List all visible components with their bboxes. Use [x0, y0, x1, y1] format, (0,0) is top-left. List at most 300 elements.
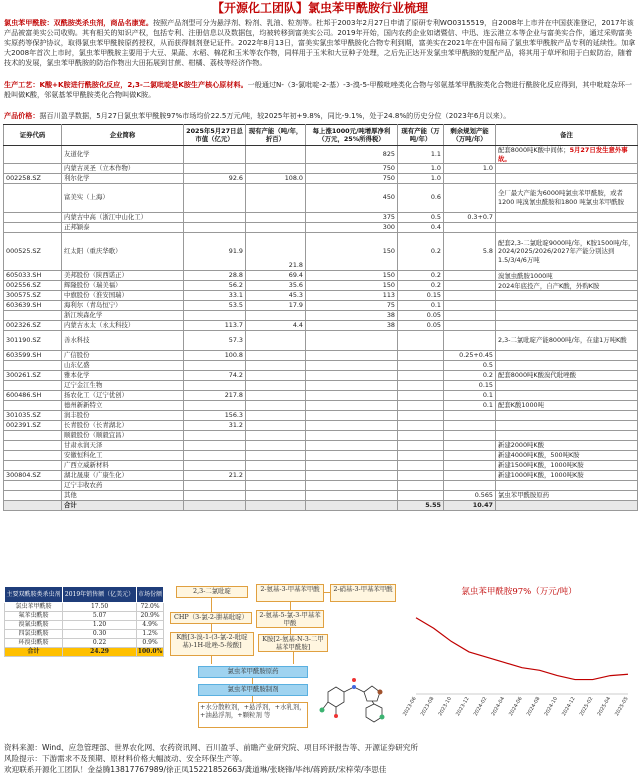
bromine-atom	[378, 690, 383, 695]
table-cell	[246, 331, 306, 350]
share-cell: 4.9%	[137, 621, 164, 630]
table-cell	[4, 440, 62, 450]
table-cell	[496, 390, 638, 400]
table-cell	[4, 146, 62, 164]
table-cell: 0.05	[398, 311, 444, 321]
table-cell: 美邦股份（陕西诺正）	[62, 271, 184, 281]
table-row	[4, 370, 638, 380]
table-cell	[246, 450, 306, 460]
share-row	[5, 630, 164, 639]
x-tick-label: 2024-10	[543, 696, 560, 718]
pyrazole-ring	[364, 686, 380, 701]
table-cell: 000525.SZ	[4, 232, 62, 270]
table-cell	[496, 410, 638, 420]
flow-node-amino-acid: 2-氨基-3-甲基苯甲酸	[256, 584, 324, 602]
column-header: 现有产能（万吨/年）	[398, 125, 444, 146]
table-cell	[444, 440, 496, 450]
table-cell: 113	[306, 291, 398, 301]
total-cell	[246, 500, 306, 510]
table-cell: 108.0	[246, 174, 306, 184]
table-cell	[398, 360, 444, 370]
column-header: 企业简称	[62, 125, 184, 146]
table-cell: 300261.SZ	[4, 370, 62, 380]
table-cell: 91.9	[184, 232, 246, 270]
note-text: 溴氰虫酰胺1000吨	[498, 271, 553, 280]
table-cell: 74.2	[184, 370, 246, 380]
share-cell: 20.9%	[137, 612, 164, 621]
price-paragraph	[4, 111, 636, 121]
table-cell: 38	[306, 311, 398, 321]
table-cell	[444, 271, 496, 281]
table-cell	[246, 370, 306, 380]
table-cell	[398, 470, 444, 480]
table-cell	[184, 164, 246, 174]
table-cell: 善水科技	[62, 331, 184, 350]
table-cell	[4, 460, 62, 470]
table-cell	[306, 370, 398, 380]
table-cell: 100.8	[184, 350, 246, 360]
table-cell: 300	[306, 222, 398, 232]
table-cell	[444, 222, 496, 232]
column-header: 备注	[496, 125, 638, 146]
table-cell: 21.8	[246, 232, 306, 270]
share-column-header: 市场份额	[137, 587, 164, 603]
share-total-cell: 24.29	[63, 648, 137, 657]
table-cell	[184, 450, 246, 460]
table-cell	[398, 380, 444, 390]
table-cell	[496, 301, 638, 311]
flow-arrow	[211, 624, 212, 632]
share-total-row	[5, 648, 164, 657]
flow-arrow	[290, 602, 291, 610]
table-cell: 300575.SZ	[4, 291, 62, 301]
table-cell	[4, 212, 62, 222]
table-cell	[4, 490, 62, 500]
table-cell: 150	[306, 232, 398, 270]
share-cell: 0.9%	[137, 639, 164, 648]
table-row	[4, 380, 638, 390]
table-cell	[306, 440, 398, 450]
table-cell	[496, 232, 638, 270]
chart-canvas	[402, 582, 636, 734]
footer-sources: 资料来源：Wind、应急管理部、世界农化网、农药资讯网、百川盈孚、前瞻产业研究院、项目环评报告等、开源证券研究所	[4, 743, 418, 752]
table-cell: 长青股份（长青湖北）	[62, 420, 184, 430]
table-cell: 甘肃永润天泽	[62, 440, 184, 450]
table-cell	[246, 350, 306, 360]
table-cell	[496, 420, 638, 430]
flow-node-k-acid: K酸[3-溴-1-(3-氯-2-吡啶基)-1H-吡唑-5-羧酸]	[170, 632, 254, 656]
total-cell: 合计	[62, 500, 184, 510]
table-row	[4, 420, 638, 430]
table-cell: 0.1	[444, 400, 496, 410]
table-cell: 53.5	[184, 301, 246, 311]
footer	[4, 742, 636, 775]
table-row	[4, 271, 638, 281]
table-cell	[4, 222, 62, 232]
table-cell	[496, 460, 638, 470]
table-cell: 安徽恒科化工	[62, 450, 184, 460]
flow-arrow	[324, 592, 330, 593]
table-cell: 内蒙古中高（浙江中山化工）	[62, 212, 184, 222]
table-cell: 156.3	[184, 410, 246, 420]
table-cell: 603599.SH	[4, 350, 62, 360]
table-cell	[496, 400, 638, 410]
table-cell	[496, 480, 638, 490]
table-cell: 0.2	[444, 370, 496, 380]
table-cell	[4, 380, 62, 390]
table-cell	[496, 311, 638, 321]
total-cell: 10.47	[444, 500, 496, 510]
table-cell	[184, 184, 246, 213]
table-row	[4, 291, 638, 301]
table-cell	[306, 420, 398, 430]
share-cell: 1.2%	[137, 630, 164, 639]
x-tick-label: 2025-04	[596, 696, 613, 718]
table-cell	[306, 390, 398, 400]
table-row	[4, 321, 638, 331]
table-row	[4, 360, 638, 370]
table-cell: 450	[306, 184, 398, 213]
table-cell	[398, 460, 444, 470]
note-text: 氯虫苯甲酰胺原药	[498, 490, 550, 499]
table-cell: 31.2	[184, 420, 246, 430]
table-cell: 雅本化学	[62, 370, 184, 380]
process-highlight: K酸+K胺进行酰胺化反应，2,3-二氯吡啶是K胺生产核心原材料。	[39, 80, 248, 89]
footer-risks: 风险提示：下游需求不及预期、原材料价格大幅波动、安全环保生产等。	[4, 754, 247, 763]
nitrogen-atom	[352, 685, 356, 689]
table-cell	[398, 400, 444, 410]
table-cell	[246, 164, 306, 174]
table-cell: 0.5	[444, 360, 496, 370]
table-cell: 0.4	[398, 222, 444, 232]
table-cell	[444, 430, 496, 440]
table-cell	[184, 490, 246, 500]
table-row	[4, 470, 638, 480]
table-cell: 友道化学	[62, 146, 184, 164]
table-cell	[496, 350, 638, 360]
share-cell: 72.0%	[137, 603, 164, 612]
table-cell	[496, 380, 638, 390]
table-row	[4, 331, 638, 350]
table-cell: 广西立威新材料	[62, 460, 184, 470]
table-cell: 750	[306, 164, 398, 174]
table-cell	[496, 321, 638, 331]
table-cell: 辽宁金江生物	[62, 380, 184, 390]
flow-node-nitro-acid: 2-硝基-3-甲基苯甲酸	[330, 584, 396, 602]
intro-paragraph	[4, 18, 636, 78]
table-cell	[444, 281, 496, 291]
table-row	[4, 440, 638, 450]
table-cell	[496, 440, 638, 450]
capacity-table	[3, 124, 638, 511]
table-cell	[496, 450, 638, 460]
table-cell: 35.6	[246, 281, 306, 291]
table-cell	[496, 470, 638, 480]
chlorine-atom	[320, 708, 325, 713]
table-cell	[246, 440, 306, 450]
table-cell: 海利尔（青岛恒宁）	[62, 301, 184, 311]
table-cell: 中旗股份（淮安国瑞）	[62, 291, 184, 301]
table-cell	[4, 430, 62, 440]
table-cell	[246, 470, 306, 480]
table-cell	[4, 311, 62, 321]
bond	[372, 701, 374, 704]
flow-node-dichloropyridine: 2,3-二氯吡啶	[176, 586, 248, 598]
table-cell	[398, 331, 444, 350]
price-body: 据百川盈孚数据，5月27日氯虫苯甲酰胺97%市场均价22.5万元/吨，较2025年初+9.8%，同比-9.1%，处于24.8%的历史分位（2023年6月以来）。	[39, 111, 511, 120]
table-row	[4, 480, 638, 490]
table-cell	[496, 212, 638, 222]
table-cell	[184, 400, 246, 410]
table-cell	[496, 331, 638, 350]
note-text: 配套8000吨K酸中间体；	[498, 146, 570, 154]
table-cell	[444, 410, 496, 420]
table-cell	[398, 350, 444, 360]
table-cell	[496, 164, 638, 174]
table-cell: 1.0	[444, 164, 496, 174]
share-table-body	[5, 603, 164, 657]
table-cell	[246, 222, 306, 232]
process-lead: 生产工艺：	[4, 80, 40, 89]
benzene-ring	[328, 687, 344, 707]
price-chart	[402, 582, 636, 734]
table-cell	[306, 410, 398, 420]
chlorine-atom	[380, 715, 385, 720]
table-cell	[496, 222, 638, 232]
table-cell	[496, 370, 638, 380]
share-cell: 溴氰虫酰胺	[5, 621, 63, 630]
series-line	[416, 618, 628, 680]
table-cell: 38	[306, 321, 398, 331]
note-alert: 5月27日发生意外事故。	[498, 146, 628, 163]
table-cell	[444, 184, 496, 213]
table-cell	[496, 174, 638, 184]
table-cell: 其他	[62, 490, 184, 500]
share-header-row	[5, 587, 164, 603]
x-tick-label: 2023-12	[455, 696, 471, 718]
table-cell	[4, 360, 62, 370]
table-cell: 28.8	[184, 271, 246, 281]
share-cell: 0.30	[63, 630, 137, 639]
table-cell: 5.8	[444, 232, 496, 270]
table-cell	[496, 291, 638, 301]
table-cell: 150	[306, 271, 398, 281]
x-tick-label: 2024-04	[490, 696, 507, 718]
table-cell	[4, 164, 62, 174]
table-cell: 德州新新特立	[62, 400, 184, 410]
table-cell: 603639.SH	[4, 301, 62, 311]
table-cell	[398, 370, 444, 380]
table-cell	[444, 470, 496, 480]
table-row	[4, 222, 638, 232]
table-cell: 300804.SZ	[4, 470, 62, 480]
footer-contact: 欢迎联系开源化工团队！金益腾13817767989/徐正凤15221852663/龚道琳/张晓锋/毕纬/蒋跨跃/宋梓荣/李思佳	[4, 765, 387, 774]
flow-node-chp: CHP（3-氯-2-肼基吡啶）	[170, 612, 252, 624]
table-cell: 0.05	[398, 321, 444, 331]
table-cell	[184, 430, 246, 440]
table-cell: 75	[306, 301, 398, 311]
share-total-cell: 100.0%	[137, 648, 163, 655]
table-cell	[398, 440, 444, 450]
table-cell: 0.1	[398, 301, 444, 311]
x-tick-label: 2023-06	[402, 696, 418, 718]
oxygen-atom	[334, 714, 338, 718]
page-title: 【开源化工团队】氯虫苯甲酰胺行业梳理	[211, 1, 428, 15]
table-cell	[4, 480, 62, 490]
table-cell: 69.4	[246, 271, 306, 281]
table-cell: 顺毅股份（顺毅宜昌）	[62, 430, 184, 440]
table-cell: 375	[306, 212, 398, 222]
table-cell: 150	[306, 281, 398, 291]
market-share-table	[4, 586, 164, 657]
note-text: 全厂最大产能为6000吨氯虫苯甲酰胺，或者1200 吨溴氰虫酰胺和1800 吨氯虫苯甲酰胺	[498, 189, 625, 206]
table-row	[4, 301, 638, 311]
note-text: 新建4000吨K酸，500吨K胺	[498, 450, 580, 459]
table-cell: 45.3	[246, 291, 306, 301]
table-row	[4, 311, 638, 321]
table-cell	[306, 400, 398, 410]
oxygen-atom	[352, 678, 356, 682]
table-cell: 002556.SZ	[4, 281, 62, 291]
table-cell	[184, 360, 246, 370]
process-flow-diagram	[168, 582, 400, 734]
table-cell	[306, 360, 398, 370]
table-cell: 0.15	[398, 291, 444, 301]
table-cell	[444, 174, 496, 184]
total-cell	[496, 500, 638, 510]
share-column-header: 2019年销售额（亿美元）	[63, 587, 137, 603]
share-row	[5, 603, 164, 612]
note-text: 新建1000吨K酸，1000吨K胺	[498, 470, 584, 479]
total-cell	[184, 500, 246, 510]
table-row	[4, 232, 638, 270]
table-cell: 301035.SZ	[4, 410, 62, 420]
table-cell	[444, 321, 496, 331]
share-row	[5, 612, 164, 621]
table-cell	[398, 410, 444, 420]
table-cell: 红太阳（重庆华歌）	[62, 232, 184, 270]
table-cell	[496, 430, 638, 440]
table-cell: 92.6	[184, 174, 246, 184]
table-cell: 广信股份	[62, 350, 184, 360]
share-cell: 氯虫苯甲酰胺	[5, 603, 63, 612]
table-cell	[4, 450, 62, 460]
table-cell: 0.2	[398, 232, 444, 270]
table-cell	[444, 301, 496, 311]
table-row	[4, 281, 638, 291]
table-cell: 17.9	[246, 301, 306, 311]
table-row	[4, 460, 638, 470]
table-cell: 润丰股份	[62, 410, 184, 420]
flow-arrow	[211, 598, 212, 612]
table-cell	[246, 420, 306, 430]
table-cell	[246, 311, 306, 321]
table-cell	[444, 291, 496, 301]
table-cell: 002391.SZ	[4, 420, 62, 430]
table-cell: 0.3+0.7	[444, 212, 496, 222]
table-cell	[306, 460, 398, 470]
note-text: 新建1500吨K酸，1000吨K胺	[498, 460, 584, 469]
table-cell	[184, 311, 246, 321]
table-cell	[306, 430, 398, 440]
table-cell: 750	[306, 174, 398, 184]
chart-title: 氯虫苯甲酰胺97%（万元/吨）	[461, 587, 577, 597]
table-cell: 002326.SZ	[4, 321, 62, 331]
table-cell: 0.565	[444, 490, 496, 500]
table-cell: 正邦颖泰	[62, 222, 184, 232]
x-tick-label: 2025-05	[614, 696, 630, 718]
table-row	[4, 164, 638, 174]
total-row	[4, 500, 638, 510]
table-cell	[246, 410, 306, 420]
flow-arrow	[293, 652, 294, 664]
table-row	[4, 146, 638, 164]
table-cell: 825	[306, 146, 398, 164]
table-row	[4, 174, 638, 184]
table-cell: 浙江埃森化学	[62, 311, 184, 321]
table-cell	[246, 460, 306, 470]
table-cell	[306, 450, 398, 460]
note-text: 新建2000吨K酸	[498, 440, 545, 449]
intro-body: 按照产品剂型可分为悬浮剂、粉剂、乳油、粒剂等。杜邦于2003年2月27日申请了原研专利WO0315519，自2008年上市并在中国获准登记，2017年该产品被富美实公司收购。其有相关的知识产权，包括专利、注册信息以及数据包，均被转移到富美实公司。2019年开始，国内农药企业如诸暨信、中迅、连云港立本等企业与富美实合作，通过采购富美实原药等保护协议，取得氯虫苯甲酰胺原药授权，从而获得制剂登记证件。2022年8月13日，富美实氯虫苯甲酰胺化合物专利到期，富美实在2021年在中国布局了氯虫苯甲酰胺产品专利的延续性。加拿大2008年首次上市时，氯虫苯甲酰胺主要用于大豆、果蔬、水稻、棉花和玉米等农作物，同样用于玉米和大豆种子处理，之后先正达开发氯虫苯甲酰胺的复配产品，将其用于草坪和用于白蚁防治，随着技术的发展，氯虫苯甲酰胺的防治作物出大田拓展到甘蔗、柑橘、荔枝等经济作物。	[4, 18, 636, 67]
table-cell: 0.1	[444, 390, 496, 400]
table-cell: 217.8	[184, 390, 246, 400]
table-cell	[306, 350, 398, 360]
total-cell	[4, 500, 62, 510]
note-text: 2024年底投产，自产K酸，外购K胺	[498, 281, 600, 290]
table-cell	[306, 480, 398, 490]
table-header-row	[4, 125, 638, 146]
table-cell	[4, 184, 62, 213]
table-cell	[398, 430, 444, 440]
share-cell: 17.50	[63, 603, 137, 612]
table-cell	[184, 222, 246, 232]
share-row	[5, 639, 164, 648]
table-cell: 33.1	[184, 291, 246, 301]
table-cell	[306, 470, 398, 480]
share-cell: 5.07	[63, 612, 137, 621]
table-row	[4, 410, 638, 420]
share-cell: 1.20	[63, 621, 137, 630]
table-cell	[184, 380, 246, 390]
table-cell	[398, 390, 444, 400]
table-cell	[444, 480, 496, 490]
table-cell: 利尔化学	[62, 174, 184, 184]
table-cell: 600486.SH	[4, 390, 62, 400]
share-cell: 0.22	[63, 639, 137, 648]
table-cell: 扬农化工（辽宁优创）	[62, 390, 184, 400]
table-cell: 301190.SZ	[4, 331, 62, 350]
x-tick-label: 2024-06	[508, 696, 524, 718]
table-cell	[246, 380, 306, 390]
table-row	[4, 390, 638, 400]
note-text: 配套8000吨K酸溴代吡唑酸	[498, 370, 576, 379]
table-cell: 0.2	[398, 281, 444, 291]
table-cell	[306, 490, 398, 500]
table-cell	[246, 480, 306, 490]
column-header: 每上涨1000元/吨增厚净利（万元，25%所得税）	[306, 125, 398, 146]
process-body: 一般通过N-（3-氯吡啶-2-基）-3-溴-5-甲酸吡唑类化合物与邻氨基苯甲酰胺类化合物进行酰胺化反应得到，其中吡啶杂环一般叫做K酸，邻氨基苯甲酰胺类化合物叫做K胺。	[4, 80, 633, 99]
table-cell	[444, 420, 496, 430]
flow-arrow	[211, 656, 212, 664]
total-cell	[306, 500, 398, 510]
x-tick-label: 2024-12	[561, 696, 577, 718]
x-tick-label: 2023-10	[437, 696, 454, 718]
flow-node-formulation: 氯虫苯甲酰胺制剂	[198, 684, 308, 696]
x-tick-label: 2024-02	[472, 696, 489, 718]
table-cell	[4, 400, 62, 410]
table-cell	[398, 420, 444, 430]
